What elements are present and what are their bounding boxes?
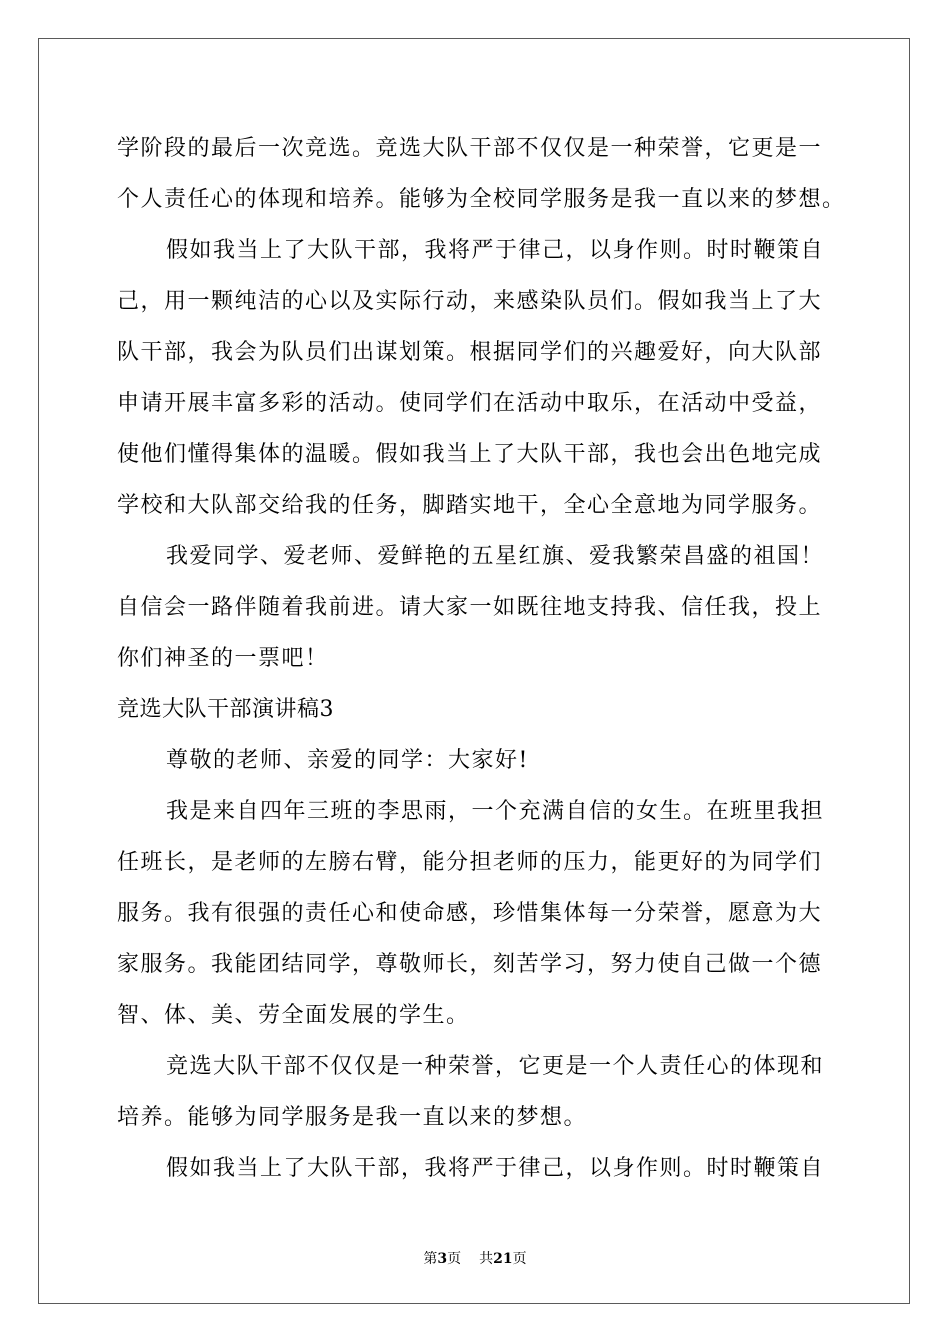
page-number: 3 bbox=[437, 1251, 448, 1267]
total-unit: 页 bbox=[512, 1251, 527, 1267]
text-line: 任班长，是老师的左膀右臂，能分担老师的压力，能更好的为同学们 bbox=[117, 850, 823, 875]
salutation-line: 尊敬的老师、亲爱的同学：大家好! bbox=[166, 748, 529, 773]
document-body bbox=[117, 123, 846, 1194]
section-heading: 竞选大队干部演讲稿3 bbox=[117, 697, 334, 722]
text-line: 自信会一路伴随着我前进。请大家一如既往地支持我、信任我，投上 bbox=[117, 595, 823, 620]
paragraph-start-line: 竞选大队干部不仅仅是一种荣誉，它更是一个人责任心的体现和 bbox=[166, 1054, 825, 1079]
page-prefix: 第 bbox=[423, 1251, 438, 1267]
paragraph-start-line: 假如我当上了大队干部，我将严于律己，以身作则。时时鞭策自 bbox=[166, 238, 825, 263]
text-line: 家服务。我能团结同学，尊敬师长，刻苦学习，努力使自己做一个德 bbox=[117, 952, 823, 977]
text-line: 己，用一颗纯洁的心以及实际行动，来感染队员们。假如我当上了大 bbox=[117, 289, 823, 314]
text-line: 队干部，我会为队员们出谋划策。根据同学们的兴趣爱好，向大队部 bbox=[117, 340, 823, 365]
page-footer bbox=[0, 1248, 950, 1268]
text-line: 你们神圣的一票吧！ bbox=[117, 646, 329, 671]
text-line: 申请开展丰富多彩的活动。使同学们在活动中取乐，在活动中受益， bbox=[117, 391, 823, 416]
text-line: 学阶段的最后一次竞选。竞选大队干部不仅仅是一种荣誉，它更是一 bbox=[117, 136, 823, 161]
text-line: 使他们懂得集体的温暖。假如我当上了大队干部，我也会出色地完成 bbox=[117, 442, 823, 467]
paragraph-start-line: 我是来自四年三班的李思雨，一个充满自信的女生。在班里我担 bbox=[166, 799, 825, 824]
text-line: 智、体、美、劳全面发展的学生。 bbox=[117, 1003, 470, 1028]
total-prefix: 共 bbox=[479, 1251, 494, 1267]
page-unit: 页 bbox=[447, 1251, 462, 1267]
total-pages: 21 bbox=[493, 1251, 513, 1267]
text-line: 学校和大队部交给我的任务，脚踏实地干，全心全意地为同学服务。 bbox=[117, 493, 823, 518]
text-line: 培养。能够为同学服务是我一直以来的梦想。 bbox=[117, 1105, 588, 1130]
paragraph-start-line: 假如我当上了大队干部，我将严于律己，以身作则。时时鞭策自 bbox=[166, 1156, 825, 1181]
text-line: 个人责任心的体现和培养。能够为全校同学服务是我一直以来的梦想。 bbox=[117, 187, 846, 212]
paragraph-start-line: 我爱同学、爱老师、爱鲜艳的五星红旗、爱我繁荣昌盛的祖国！ bbox=[166, 544, 825, 569]
text-line: 服务。我有很强的责任心和使命感，珍惜集体每一分荣誉，愿意为大 bbox=[117, 901, 823, 926]
